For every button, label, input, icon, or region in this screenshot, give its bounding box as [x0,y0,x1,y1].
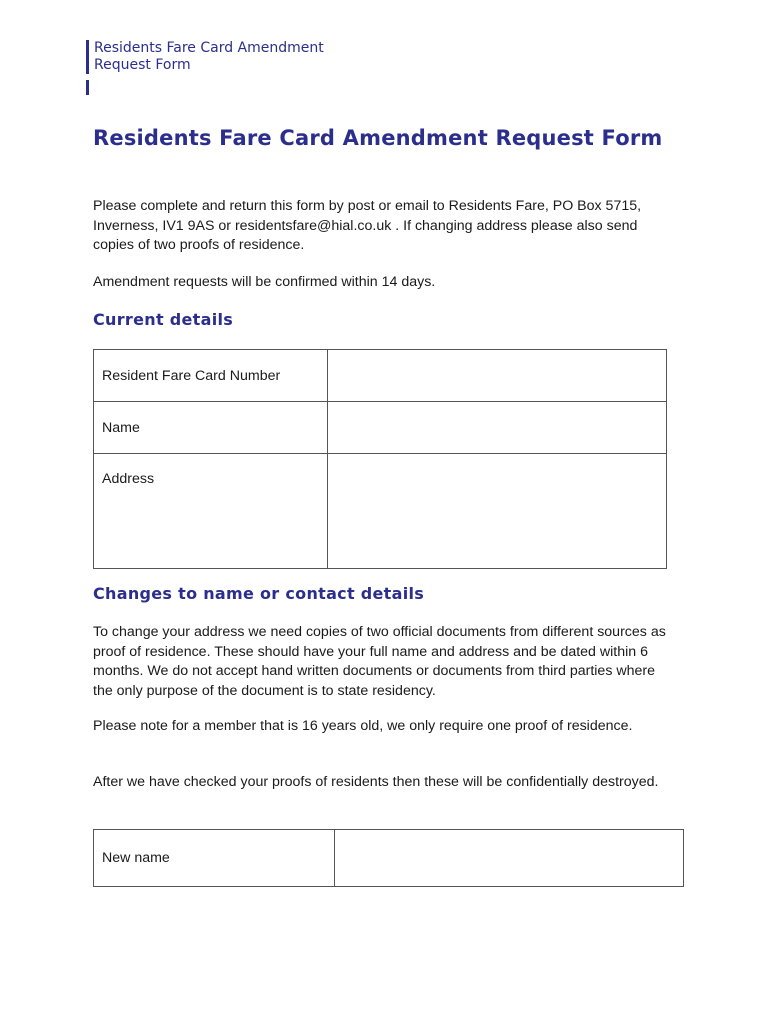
table-row [94,350,667,402]
header-rule-mark [86,80,89,95]
confirmation-note: Amendment requests will be confirmed within 14 days. [93,274,436,290]
new-name-field[interactable] [335,830,684,887]
table-row [94,402,667,454]
address-input[interactable] [336,454,662,568]
intro-paragraph: Please complete and return this form by post or email to Residents Fare, PO Box 5715, Inverness, IV1 9AS or residentsfare@hial.co.uk . If changing address please also send copies of two proofs of residence. [93,198,642,253]
current-details-table [93,349,667,569]
address-label: Address [94,454,328,569]
running-header-line1: Residents Fare Card Amendment [94,40,324,56]
name-input[interactable] [336,419,662,436]
page-title: Residents Fare Card Amendment Request Form [93,126,663,150]
changes-table [93,829,684,887]
current-details-heading: Current details [93,310,234,329]
card-number-input[interactable] [336,367,662,384]
table-row [94,830,684,887]
running-header-line2: Request Form [94,57,191,73]
card-number-field[interactable] [328,350,667,402]
running-header [86,40,394,74]
new-name-label: New name [94,830,335,887]
table-row [94,454,667,569]
destruction-note-paragraph: After we have checked your proofs of residents then these will be confidentially destroyed. [93,774,659,790]
name-field[interactable] [328,402,667,454]
card-number-label: Resident Fare Card Number [94,350,328,402]
address-field[interactable] [328,454,667,569]
age-note-paragraph: Please note for a member that is 16 years old, we only require one proof of residence. [93,718,633,734]
new-name-input[interactable] [343,850,679,867]
changes-heading: Changes to name or contact details [93,584,425,603]
name-label: Name [94,402,328,454]
change-address-paragraph: To change your address we need copies of two official documents from different sources as proof of residence. These should have your full name and address and be dated within 6 months. We do not accept hand written documents or documents from third parties where the only purpose of the document is to state residency. [93,624,666,699]
